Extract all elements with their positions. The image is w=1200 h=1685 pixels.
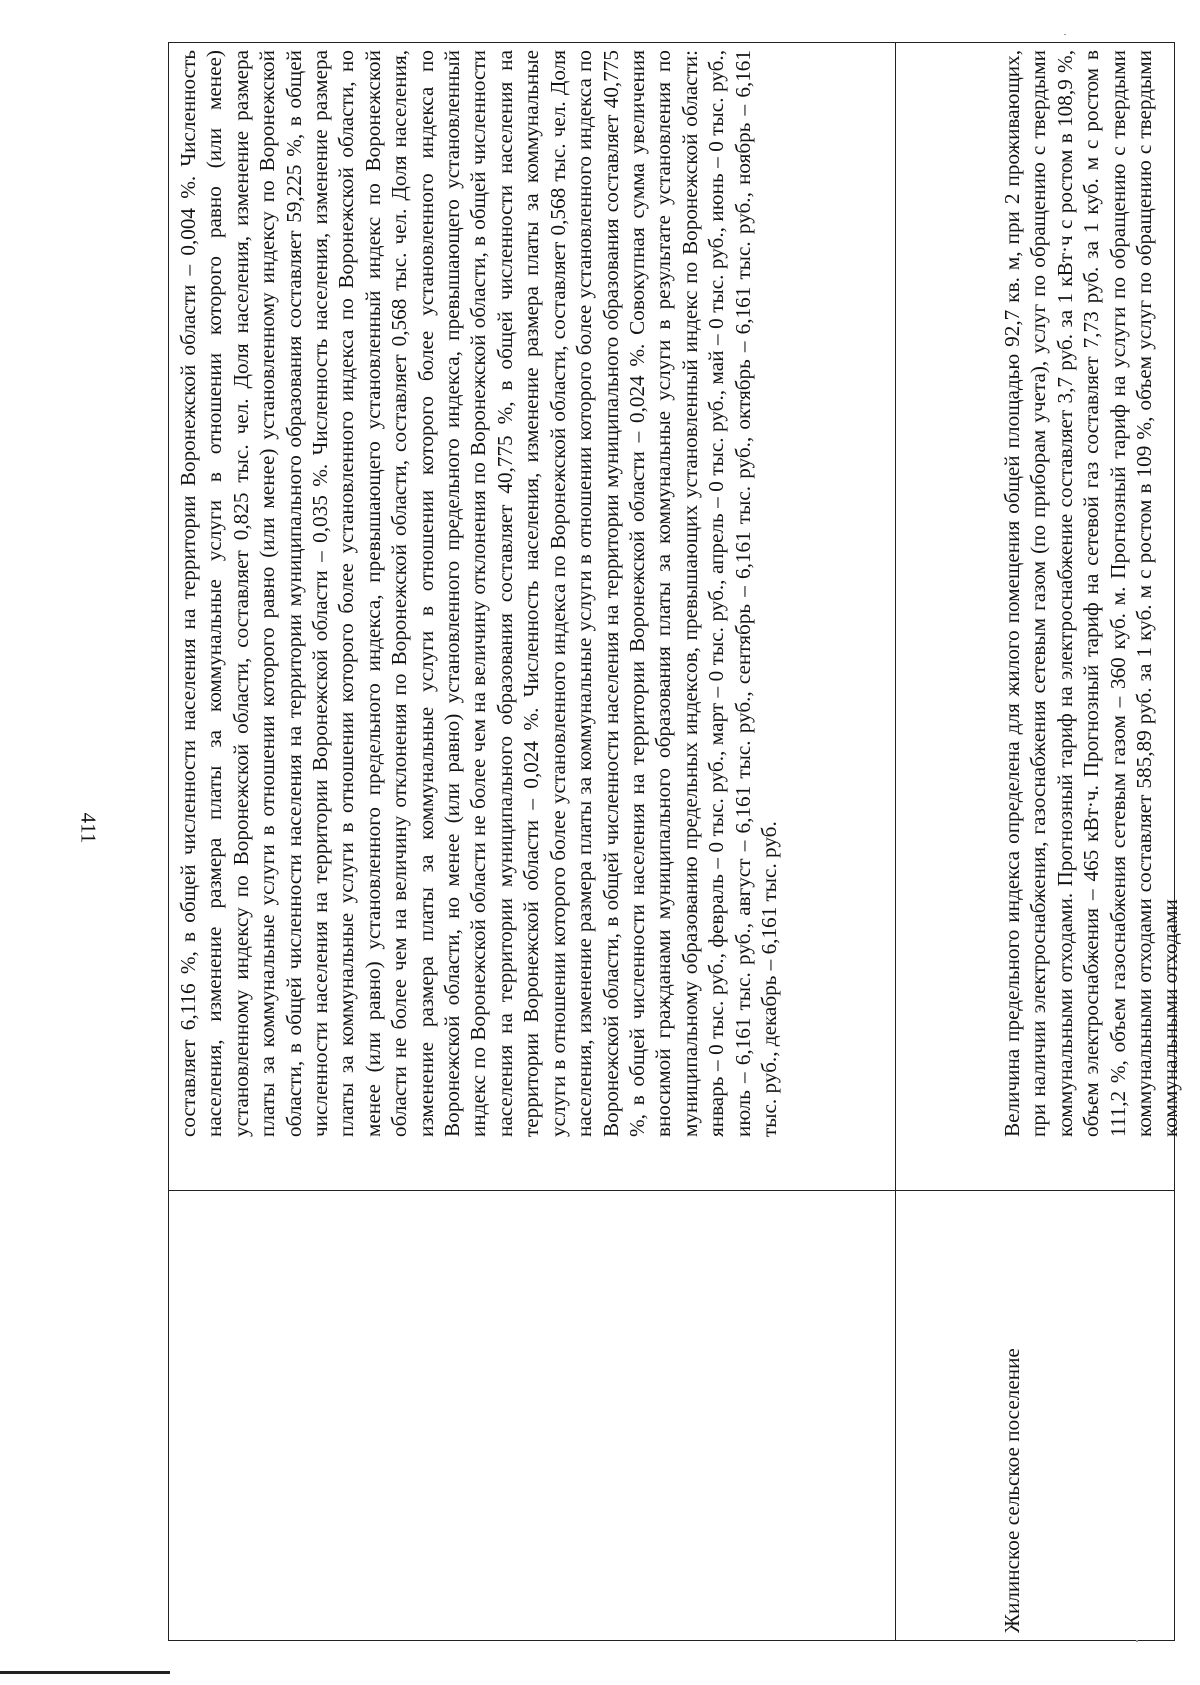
row-1-text: составляет 6,116 %, в общей численности населения на территории Воронежской области – 0,004 %. Численность населения, изменение размера платы за коммунальные услуги в отношении которого равно (или менее) установленному индексу по Воронежской области, составляет 0,825 тыс. чел. Доля населения, изменение размера платы за коммунальные услуги в отношении которого равно (или менее) установленному индексу по Воронежской области, в общей численности населения на территории муниципального образования составляет 59,225 %, в общей численности населения на территории Воронежской области – 0,035 %. Численность населения, изменение размера платы за коммунальные услуги в отношении которого более установленного индекса по Воронежской области, но менее (или равно) установленного предельного индекса, превышающего установленный индекс по Воронежской области не более чем на величину отклонения по Воронежской области, составляет 0,568 тыс. чел. Доля населения, изменение размера платы за коммунальные услуги в отношении которого более установленного индекса по Воронежской области, но менее (или равно) установленного предельного индекса, превышающего установленный индекс по Воронежской области не более чем на величину отклонения по Воронежской области, в общей численности населения на территории муниципального образования составляет 40,775 %, в общей численности населения на территории Воронежской области – 0,024 %. Численность населения, изменение размера платы за коммунальные услуги в отношении которого более установленного индекса по Воронежской области, составляет 0,568 тыс. чел. Доля населения, изменение размера платы за коммунальные услуги в отношении которого более установленного индекса по Воронежской области, в общей численности населения на территории муниципального образования составляет 40,775 %, в общей численности населения на территории Воронежской области – 0,024 %. Совокупная сумма увеличения вносимой гражданами муниципального образования платы за коммунальные услуги в результате установления по муниципальному образованию предельных индексов, превышающих установленный индекс по Воронежской области: январь – 0 тыс. руб., февраль – 0 тыс. руб., март – 0 тыс. руб., апрель – 0 тыс. руб., май – 0 тыс. руб., июнь – 0 тыс. руб., июль – 6,161 тыс. руб., август – 6,161 тыс. руб., сентябрь – 6,161 тыс. руб., октябрь – 6,161 тыс. руб., ноябрь – 6,161 тыс. руб., декабрь – 6,161 тыс. руб.	[176, 50, 781, 1137]
rotated-table-content	[175, 44, 1183, 1639]
scan-artifact-dot	[1136, 1640, 1138, 1642]
table-cell-text-row-2	[991, 44, 1183, 1147]
table-cell-text-row-1	[175, 44, 983, 1147]
settlement-name: Жилинское сельское поселение	[1000, 1348, 1024, 1633]
page-number: 411	[76, 812, 101, 844]
scan-artifact-line	[0, 1671, 170, 1674]
table-cell-name-row-2	[991, 1151, 1169, 1639]
scan-artifact-dot	[1064, 34, 1066, 35]
row-2-text: Величина предельного индекса определена для жилого помещения общей площадью 92,7 кв. м, при 2 проживающих, при наличии электроснабжения, газоснабжения сетевым газом (по приборам учета), услуг по обращению с твердыми коммунальными отходами. Прогнозный тариф на электроснабжение составляет 3,7 руб. за 1 кВт·ч с ростом в 108,9 %, объем электроснабжения – 465 кВт·ч. Прогнозный тариф на сетевой газ составляет 7,73 руб. за 1 куб. м с ростом в 111,2 %, объем газоснабжения сетевым газом – 360 куб. м. Прогнозный тариф на услуги по обращению с твердыми коммунальными отходами составляет 585,89 руб. за 1 куб. м с ростом в 109 %, объем услуг по обращению с твердыми коммунальными отходами	[1000, 50, 1183, 1137]
